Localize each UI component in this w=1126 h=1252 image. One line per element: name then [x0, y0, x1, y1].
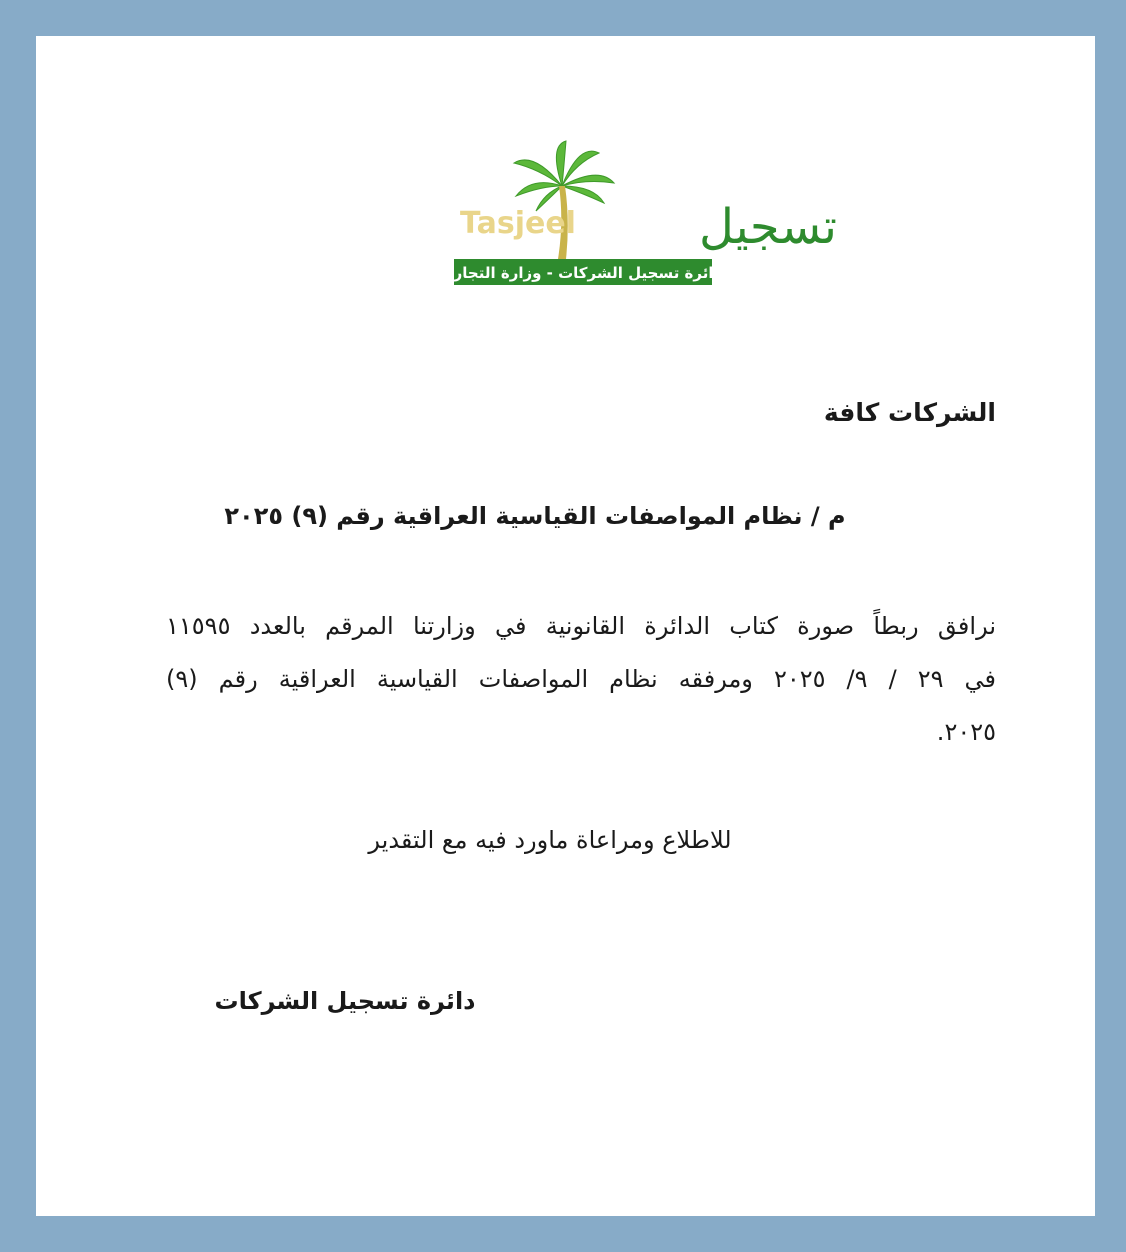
logo-arabic-text: تسجيل [699, 199, 837, 255]
logo-latin-text: Tasjeel [460, 206, 576, 241]
logo-banner-text: دائرة تسجيل الشركات - وزارة التجارة [444, 264, 722, 282]
body-line-1: نرافق ربطاً صورة كتاب الدائرة القانونية في وزارتنا المرقم بالعدد ١١٥٩٥ [166, 612, 996, 640]
subject-line: م / نظام المواصفات القياسية العراقية رقم (٩) ٢٠٢٥ [224, 502, 846, 530]
body-line-2: في ٢٩ / ٩/ ٢٠٢٥ ومرفقه نظام المواصفات القياسية العراقية رقم (٩) [166, 665, 997, 693]
closing-line: للاطلاع ومراعاة ماورد فيه مع التقدير [368, 826, 732, 854]
addressee-heading: الشركات كافة [823, 398, 996, 427]
palm-tree-icon [444, 141, 837, 291]
body-line-3: ٢٠٢٥. [936, 718, 996, 746]
tasjeel-logo [444, 141, 837, 291]
signature: دائرة تسجيل الشركات [214, 987, 476, 1015]
